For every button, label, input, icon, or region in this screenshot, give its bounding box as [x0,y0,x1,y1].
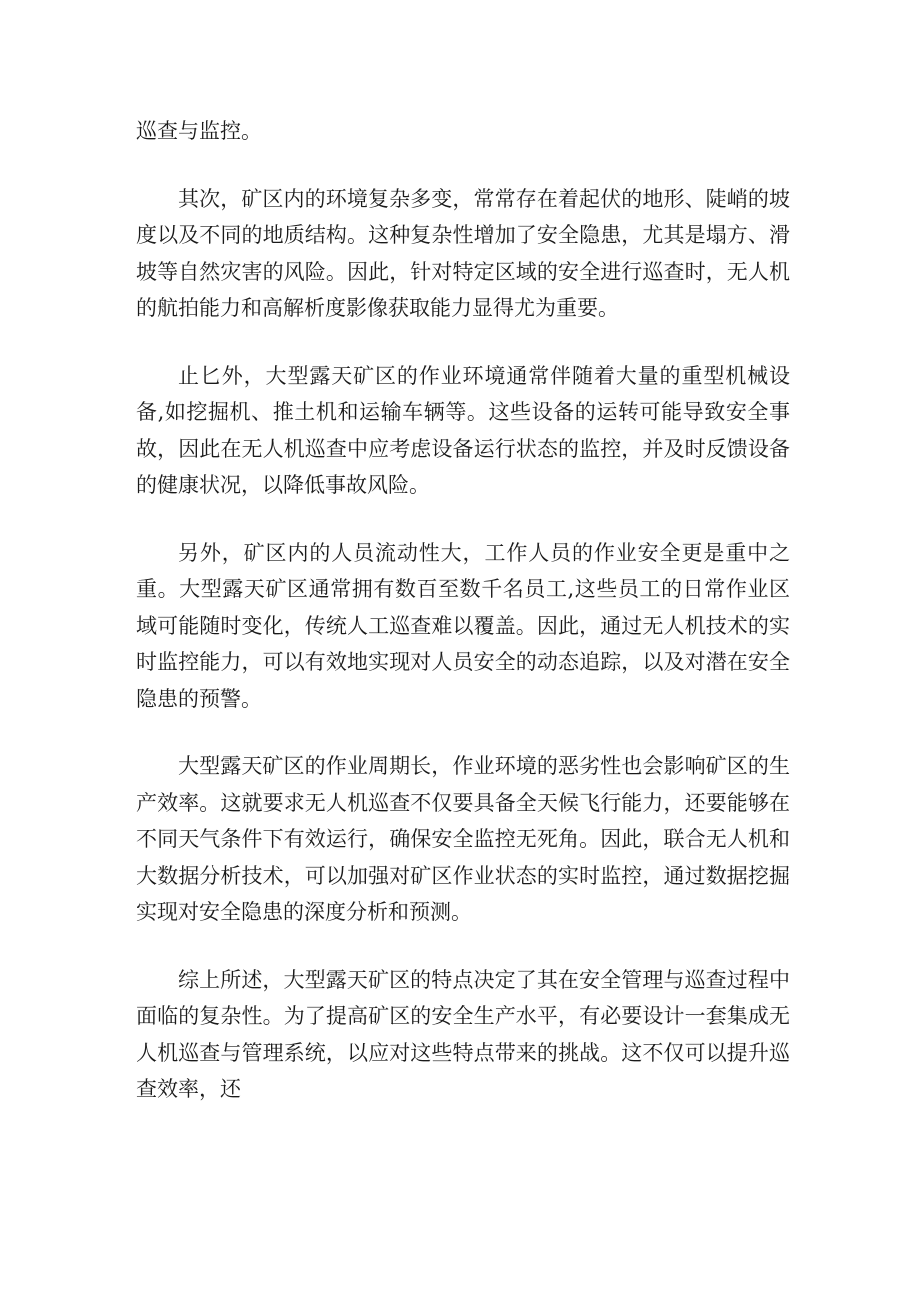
paragraph-continuation: 巡查与监控。 [136,119,262,143]
paragraph-personnel: 另外，矿区内的人员流动性大，工作人员的作业安全更是重中之重。大型露天矿区通常拥有数百至数千名员工,这些员工的日常作业区域可能随时变化，传统人工巡查难以覆盖。因此，通过无人机技术的实时监控能力，可以有效地实现对人员安全的动态追踪，以及对潜在安全隐患的预警。 [136,540,790,711]
document-body [136,113,790,1139]
paragraph-machinery: 止匕外，大型露天矿区的作业环境通常伴随着大量的重型机械设备,如挖掘机、推土机和运输车辆等。这些设备的运转可能导致安全事故，因此在无人机巡查中应考虑设备运行状态的监控，并及时反馈设备的健康状况，以降低事故风险。 [136,363,790,497]
paragraph-summary: 综上所述，大型露天矿区的特点决定了其在安全管理与巡查过程中面临的复杂性。为了提高矿区的安全生产水平，有必要设计一套集成无人机巡查与管理系统，以应对这些特点带来的挑战。这不仅可以提升巡查效率，还 [136,967,790,1101]
paragraph-terrain: 其次，矿区内的环境复杂多变，常常存在着起伏的地形、陡峭的坡度以及不同的地质结构。这种复杂性增加了安全隐患，尤其是塌方、滑坡等自然灾害的风险。因此，针对特定区域的安全进行巡查时，无人机的航拍能力和高解析度影像获取能力显得尤为重要。 [136,186,790,320]
paragraph-operation-cycle: 大型露天矿区的作业周期长，作业环境的恶劣性也会影响矿区的生产效率。这就要求无人机巡查不仅要具备全天候飞行能力，还要能够在不同天气条件下有效运行，确保安全监控无死角。因此，联合无人机和大数据分析技术，可以加强对矿区作业状态的实时监控，通过数据挖掘实现对安全隐患的深度分析和预测。 [136,754,790,924]
